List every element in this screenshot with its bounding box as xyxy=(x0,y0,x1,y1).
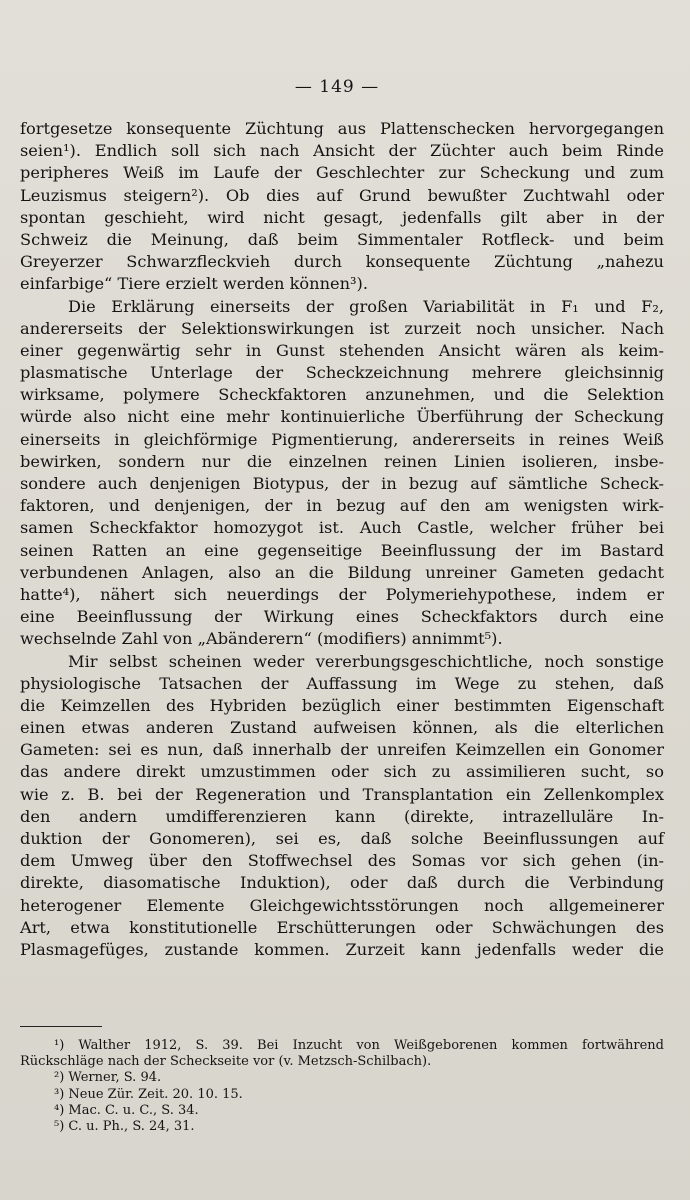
footnote: ⁴) Mac. C. u. C., S. 34. xyxy=(54,1102,199,1118)
text-line: wie z. B. bei der Regeneration und Transplantation ein Zellenkomplex xyxy=(20,784,664,804)
footnote: ³) Neue Zür. Zeit. 20. 10. 15. xyxy=(54,1086,243,1102)
text-line: physiologische Tatsachen der Auffassung im Wege zu stehen, daß xyxy=(20,673,664,693)
text-line: verbundenen Anlagen, also an die Bildung unreiner Gameten gedacht xyxy=(20,562,664,582)
text-line: Gameten: sei es nun, daß innerhalb der unreifen Keimzellen ein Gonomer xyxy=(20,740,664,760)
paragraph-1 xyxy=(20,118,664,296)
text-line: einer gegenwärtig sehr in Gunst stehenden Ansicht wären als keim- xyxy=(20,340,664,360)
text-line: einerseits in gleichförmige Pigmentierung, andererseits in reines Weiß xyxy=(20,429,664,449)
text-line: peripheres Weiß im Laufe der Geschlechter zur Scheckung und zum xyxy=(20,163,664,183)
text-line: spontan geschieht, wird nicht gesagt, jedenfalls gilt aber in der xyxy=(20,207,664,227)
text-line: Mir selbst scheinen weder vererbungsgeschichtliche, noch sonstige xyxy=(68,651,664,671)
text-line: Art, etwa konstitutionelle Erschütterungen oder Schwächungen des xyxy=(20,917,664,937)
text-line: seien¹). Endlich soll sich nach Ansicht der Züchter auch beim Rinde xyxy=(20,141,664,161)
text-line: Leuzismus steigern²). Ob dies auf Grund bewußter Zuchtwahl oder xyxy=(20,185,664,205)
footnote-continuation: Rückschläge nach der Scheckseite vor (v. Metzsch-Schilbach). xyxy=(20,1054,432,1070)
text-line: das andere direkt umzustimmen oder sich zu assimilieren sucht, so xyxy=(20,762,664,782)
text-line: seinen Ratten an eine gegenseitige Beeinflussung der im Bastard xyxy=(20,540,664,560)
text-line: Plasmagefüges, zustande kommen. Zurzeit kann jedenfalls weder die xyxy=(20,939,664,959)
text-line: fortgesetze konsequente Züchtung aus Plattenschecken hervorgegangen xyxy=(20,119,664,138)
text-line: wirksame, polymere Scheckfaktoren anzunehmen, und die Selektion xyxy=(20,385,664,405)
footnote: ¹) Walther 1912, S. 39. Bei Inzucht von Weißgeborenen kommen fortwährend xyxy=(54,1038,664,1053)
text-line: Greyerzer Schwarzfleckvieh durch konsequente Züchtung „nahezu xyxy=(20,252,664,272)
text-line: bewirken, sondern nur die einzelnen reinen Linien isolieren, insbe- xyxy=(20,451,664,471)
text-line: eine Beeinflussung der Wirkung eines Scheckfaktors durch eine xyxy=(20,607,664,627)
text-line: plasmatische Unterlage der Scheckzeichnung mehrere gleichsinnig xyxy=(20,363,664,383)
text-line: hatte⁴), nähert sich neuerdings der Polymeriehypothese, indem er xyxy=(20,584,664,604)
text-line: samen Scheckfaktor homozygot ist. Auch Castle, welcher früher bei xyxy=(20,518,664,538)
page-number: — 149 — xyxy=(294,77,380,97)
footnote-divider xyxy=(20,1026,102,1027)
text-line: andererseits der Selektionswirkungen ist zurzeit noch unsicher. Nach xyxy=(20,318,664,338)
paragraph-2 xyxy=(20,296,664,651)
text-line: dem Umweg über den Stoffwechsel des Somas vor sich gehen (in- xyxy=(20,851,664,871)
footnote: ²) Werner, S. 94. xyxy=(54,1070,162,1086)
text-line: faktoren, und denjenigen, der in bezug auf den am wenigsten wirk- xyxy=(20,496,664,516)
text-line: die Keimzellen des Hybriden bezüglich einer bestimmten Eigenschaft xyxy=(20,695,664,715)
text-line: einfarbige“ Tiere erzielt werden können³). xyxy=(20,274,368,294)
text-line: einen etwas anderen Zustand aufweisen können, als die elterlichen xyxy=(20,718,664,738)
text-line: Die Erklärung einerseits der großen Variabilität in F₁ und F₂, xyxy=(68,296,664,316)
paragraph-3 xyxy=(20,651,664,962)
text-line: sondere auch denjenigen Biotypus, der in bezug auf sämtliche Scheck- xyxy=(20,474,664,493)
footnote: ⁵) C. u. Ph., S. 24, 31. xyxy=(54,1119,195,1135)
text-line: duktion der Gonomeren), sei es, daß solche Beeinflussungen auf xyxy=(20,829,664,848)
text-line: wechselnde Zahl von „Abänderern“ (modifiers) annimmt⁵). xyxy=(20,629,503,649)
footnotes xyxy=(20,1038,664,1135)
body-text xyxy=(20,118,664,961)
text-line: Schweiz die Meinung, daß beim Simmentaler Rotfleck- und beim xyxy=(20,229,664,249)
text-line: heterogener Elemente Gleichgewichtsstörungen noch allgemeinerer xyxy=(20,895,664,915)
text-line: direkte, diasomatische Induktion), oder daß durch die Verbindung xyxy=(20,873,664,893)
text-line: den andern umdifferenzieren kann (direkte, intrazelluläre In- xyxy=(20,806,664,826)
text-line: würde also nicht eine mehr kontinuierliche Überführung der Scheckung xyxy=(20,407,664,427)
